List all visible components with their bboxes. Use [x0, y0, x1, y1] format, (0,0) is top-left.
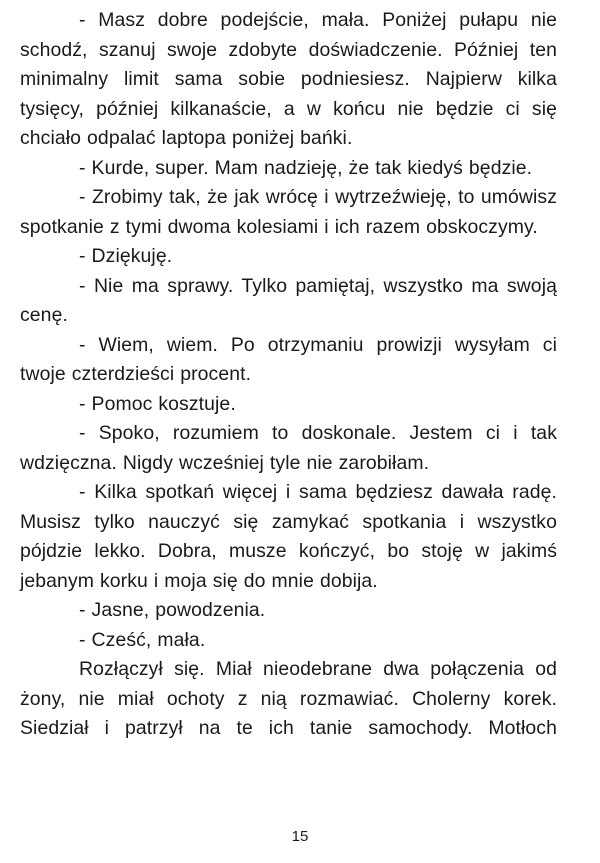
paragraph: - Cześć, mała.	[79, 628, 206, 651]
paragraph: - Masz dobre podejście, mała. Poniżej pułapu nie schodź, szanuj swoje zdobyte doświadczenie. Później ten minimalny limit sama sobie podniesiesz. Najpierw kilka tysięcy, później kilkanaście, a w końcu nie będzie ci się chciało odpalać laptopa poniżej bańki.	[20, 9, 557, 149]
paragraph: - Zrobimy tak, że jak wrócę i wytrzeźwieję, to umówisz spotkanie z tymi dwoma kolesiami i ich razem obskoczymy.	[20, 186, 557, 238]
page-number: 15	[291, 828, 309, 845]
paragraph: - Pomoc kosztuje.	[79, 392, 236, 415]
paragraph: - Nie ma sprawy. Tylko pamiętaj, wszystko ma swoją cenę.	[20, 274, 557, 326]
body-text	[20, 6, 557, 744]
paragraph: - Dziękuję.	[79, 245, 173, 267]
paragraph: Rozłączył się. Miał nieodebrane dwa połączenia od żony, nie miał ochoty z nią rozmawiać. Cholerny korek. Siedział i patrzył na te ich tanie samochody. Motłoch	[20, 658, 557, 739]
paragraph: - Jasne, powodzenia.	[79, 599, 266, 621]
paragraph: - Kilka spotkań więcej i sama będziesz dawała radę. Musisz tylko nauczyć się zamykać spotkania i wszystko pójdzie lekko. Dobra, musze kończyć, bo stoję w jakimś jebanym korku i moja się do mnie dobija.	[20, 481, 557, 592]
paragraph: - Spoko, rozumiem to doskonale. Jestem ci i tak wdzięczna. Nigdy wcześniej tyle nie zarobiłam.	[20, 422, 557, 474]
paragraph: - Kurde, super. Mam nadzieję, że tak kiedyś będzie.	[79, 156, 533, 179]
paragraph: - Wiem, wiem. Po otrzymaniu prowizji wysyłam ci twoje czterdzieści procent.	[20, 333, 557, 385]
